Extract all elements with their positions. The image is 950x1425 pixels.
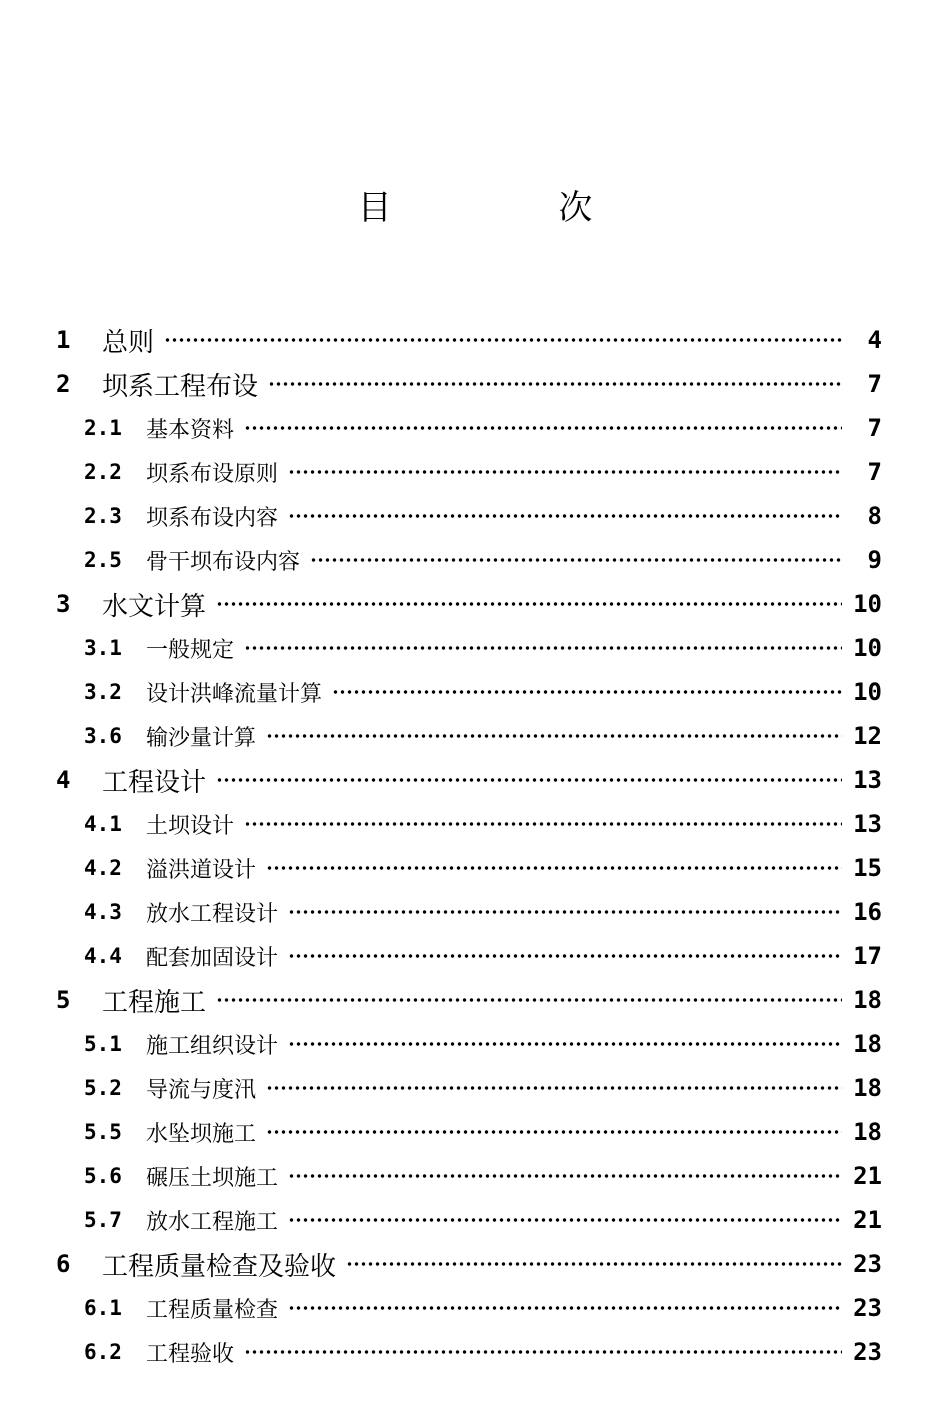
toc-entry-page-number: 13 — [853, 810, 882, 838]
dot-leader — [164, 338, 842, 342]
toc-entry-number: 6.2 — [84, 1340, 122, 1364]
toc-entry-page-number: 23 — [853, 1294, 882, 1322]
toc-section-entry[interactable] — [56, 1110, 882, 1154]
toc-entry-number: 4.3 — [84, 900, 122, 924]
toc-entry-page-number: 17 — [853, 942, 882, 970]
toc-entry-number: 5.1 — [84, 1032, 122, 1056]
toc-section-entry[interactable] — [56, 1022, 882, 1066]
dot-leader — [244, 822, 842, 826]
toc-entry-title: 水文计算 — [102, 591, 207, 622]
dot-leader — [288, 910, 842, 914]
toc-entry-number: 4.2 — [84, 856, 122, 880]
dot-leader — [310, 558, 842, 562]
toc-section-entry[interactable] — [56, 846, 882, 890]
toc-entry-page-number: 21 — [853, 1206, 882, 1234]
toc-entry-title: 坝系布设内容 — [146, 505, 279, 531]
toc-entry-title: 放水工程施工 — [146, 1209, 279, 1235]
toc-section-entry[interactable] — [56, 1154, 882, 1198]
dot-leader — [346, 1262, 842, 1266]
toc-entry-title: 水坠坝施工 — [146, 1121, 257, 1147]
toc-entry-title: 总则 — [102, 327, 155, 358]
page-title: 目 次 — [357, 188, 671, 228]
toc-entry-page-number: 23 — [853, 1250, 882, 1278]
toc-entry-page-number: 10 — [853, 590, 882, 618]
toc-entry-number: 4.4 — [84, 944, 122, 968]
dot-leader — [288, 1174, 842, 1178]
toc-entry-number: 3.6 — [84, 724, 122, 748]
dot-leader — [216, 602, 842, 606]
toc-entry-page-number: 7 — [867, 370, 882, 398]
toc-entry-number: 4 — [56, 766, 71, 794]
dot-leader — [268, 382, 842, 386]
toc-entry-title: 坝系布设原则 — [146, 461, 279, 487]
toc-entry-number: 5.6 — [84, 1164, 122, 1188]
dot-leader — [288, 1306, 842, 1310]
toc-entry-page-number: 12 — [853, 722, 882, 750]
toc-entry-page-number: 15 — [853, 854, 882, 882]
toc-entry-page-number: 7 — [867, 414, 882, 442]
toc-section-entry[interactable] — [56, 714, 882, 758]
toc-section-entry[interactable] — [56, 934, 882, 978]
toc-entry-title: 工程施工 — [102, 987, 207, 1018]
dot-leader — [288, 470, 842, 474]
toc-section-entry[interactable] — [56, 1198, 882, 1242]
toc-entry-title: 土坝设计 — [146, 813, 235, 839]
table-of-contents — [56, 318, 882, 1374]
toc-entry-number: 5.7 — [84, 1208, 122, 1232]
toc-entry-page-number: 9 — [867, 546, 882, 574]
toc-section-entry[interactable] — [56, 802, 882, 846]
toc-entry-number: 5.5 — [84, 1120, 122, 1144]
dot-leader — [332, 690, 842, 694]
toc-chapter-entry[interactable] — [56, 318, 882, 362]
toc-entry-page-number: 7 — [867, 458, 882, 486]
dot-leader — [244, 426, 842, 430]
toc-entry-title: 导流与度汛 — [146, 1077, 257, 1103]
dot-leader — [288, 1042, 842, 1046]
toc-section-entry[interactable] — [56, 670, 882, 714]
toc-entry-title: 溢洪道设计 — [146, 857, 257, 883]
toc-entry-number: 5.2 — [84, 1076, 122, 1100]
toc-entry-title: 一般规定 — [146, 637, 235, 663]
dot-leader — [244, 646, 842, 650]
toc-entry-page-number: 16 — [853, 898, 882, 926]
toc-entry-title: 设计洪峰流量计算 — [146, 681, 323, 707]
toc-entry-page-number: 18 — [853, 1030, 882, 1058]
toc-entry-number: 3.1 — [84, 636, 122, 660]
toc-entry-title: 骨干坝布设内容 — [146, 549, 301, 575]
toc-entry-number: 2.1 — [84, 416, 122, 440]
toc-section-entry[interactable] — [56, 494, 882, 538]
toc-entry-title: 工程设计 — [102, 767, 207, 798]
toc-entry-number: 1 — [56, 326, 71, 354]
toc-section-entry[interactable] — [56, 1286, 882, 1330]
toc-section-entry[interactable] — [56, 538, 882, 582]
toc-entry-number: 2.3 — [84, 504, 122, 528]
toc-entry-page-number: 18 — [853, 1118, 882, 1146]
toc-chapter-entry[interactable] — [56, 362, 882, 406]
toc-entry-page-number: 21 — [853, 1162, 882, 1190]
dot-leader — [216, 778, 842, 782]
toc-section-entry[interactable] — [56, 406, 882, 450]
toc-entry-number: 3.2 — [84, 680, 122, 704]
toc-entry-number: 2 — [56, 370, 71, 398]
toc-section-entry[interactable] — [56, 890, 882, 934]
dot-leader — [244, 1350, 842, 1354]
toc-entry-number: 2.2 — [84, 460, 122, 484]
toc-entry-number: 6.1 — [84, 1296, 122, 1320]
toc-entry-page-number: 18 — [853, 1074, 882, 1102]
toc-entry-page-number: 10 — [853, 678, 882, 706]
toc-entry-page-number: 13 — [853, 766, 882, 794]
toc-entry-number: 6 — [56, 1250, 71, 1278]
toc-entry-number: 4.1 — [84, 812, 122, 836]
toc-section-entry[interactable] — [56, 1330, 882, 1374]
toc-chapter-entry[interactable] — [56, 1242, 882, 1286]
dot-leader — [288, 954, 842, 958]
toc-section-entry[interactable] — [56, 1066, 882, 1110]
dot-leader — [266, 1130, 842, 1134]
toc-entry-title: 碾压土坝施工 — [146, 1165, 279, 1191]
toc-entry-title: 施工组织设计 — [146, 1033, 279, 1059]
toc-chapter-entry[interactable] — [56, 978, 882, 1022]
toc-section-entry[interactable] — [56, 626, 882, 670]
dot-leader — [266, 1086, 842, 1090]
toc-entry-title: 坝系工程布设 — [102, 371, 259, 402]
toc-chapter-entry[interactable] — [56, 758, 882, 802]
toc-entry-title: 放水工程设计 — [146, 901, 279, 927]
toc-entry-title: 输沙量计算 — [146, 725, 257, 751]
toc-entry-title: 工程质量检查及验收 — [102, 1251, 337, 1282]
toc-entry-number: 3 — [56, 590, 71, 618]
dot-leader — [266, 866, 842, 870]
toc-entry-page-number: 4 — [867, 326, 882, 354]
toc-entry-page-number: 23 — [853, 1338, 882, 1366]
dot-leader — [216, 998, 842, 1002]
toc-chapter-entry[interactable] — [56, 582, 882, 626]
toc-entry-number: 5 — [56, 986, 71, 1014]
dot-leader — [266, 734, 842, 738]
toc-entry-page-number: 8 — [867, 502, 882, 530]
toc-entry-page-number: 10 — [853, 634, 882, 662]
dot-leader — [288, 1218, 842, 1222]
toc-section-entry[interactable] — [56, 450, 882, 494]
toc-entry-title: 工程验收 — [146, 1341, 235, 1367]
dot-leader — [288, 514, 842, 518]
toc-entry-title: 基本资料 — [146, 417, 235, 443]
toc-entry-title: 配套加固设计 — [146, 945, 279, 971]
toc-entry-title: 工程质量检查 — [146, 1297, 279, 1323]
toc-entry-number: 2.5 — [84, 548, 122, 572]
toc-entry-page-number: 18 — [853, 986, 882, 1014]
